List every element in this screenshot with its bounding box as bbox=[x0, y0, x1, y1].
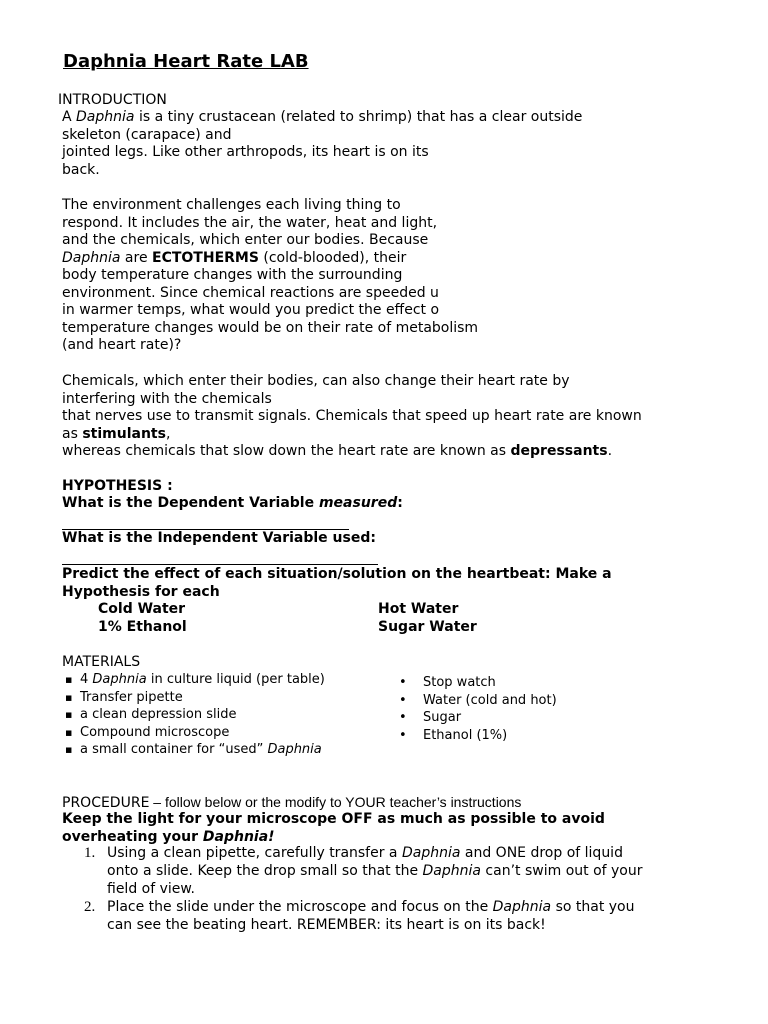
list-item: ▪ 4 Daphnia in culture liquid (per table) bbox=[63, 671, 325, 689]
intro-paragraph-3: Chemicals, which enter their bodies, can also change their heart rate by interfering with the chemicals that nerves use to transmit signals. Chemicals that speed up heart rate are known as stimulants, whereas chemicals that slow down the heart rate are known as depressants. bbox=[62, 373, 642, 459]
list-item: • Stop watch bbox=[397, 674, 557, 692]
materials-heading: MATERIALS bbox=[62, 654, 141, 670]
procedure-step-2: 2. Place the slide under the microscope and focus on the Daphnia so that you can see the beating heart. REMEMBER: its heart is on its back! bbox=[84, 899, 635, 933]
condition-hot-water: Hot Water bbox=[378, 601, 459, 617]
list-item: ▪ Transfer pipette bbox=[63, 689, 325, 707]
answer-line-independent[interactable] bbox=[62, 564, 378, 565]
predict-instructions: Predict the effect of each situation/solution on the heartbeat: Make a Hypothesis for each bbox=[62, 566, 612, 600]
procedure-steps bbox=[84, 844, 643, 934]
procedure-step-1: 1. Using a clean pipette, carefully transfer a Daphnia and ONE drop of liquid onto a slide. Keep the drop small so that the Daphnia can’t swim out of your field of view. bbox=[84, 845, 643, 897]
intro-paragraph-2: The environment challenges each living thing to respond. It includes the air, the water, heat and light, and the chemicals, which enter our bodies. Because Daphnia are ECTOTHERMS (cold-blooded), their body temperature changes with the surrounding environment. Since chemical reactions are speeded u in warmer temps, what would you predict the effect o temperature changes would be on their rate of metabolism (and heart rate)? bbox=[62, 197, 479, 353]
list-item: ▪ a clean depression slide bbox=[63, 706, 325, 724]
materials-list-left bbox=[63, 671, 325, 759]
intro-paragraph-1: A Daphnia is a tiny crustacean (related to shrimp) that has a clear outside skeleton (carapace) and jointed legs. Like other arthropods, its heart is on its back. bbox=[62, 109, 583, 178]
list-item: • Sugar bbox=[397, 709, 557, 727]
list-item: ▪ Compound microscope bbox=[63, 724, 325, 742]
page-title: Daphnia Heart Rate LAB bbox=[63, 51, 309, 72]
list-item: • Ethanol (1%) bbox=[397, 727, 557, 745]
condition-ethanol: 1% Ethanol bbox=[98, 619, 187, 635]
list-item: ▪ a small container for “used” Daphnia bbox=[63, 741, 325, 759]
light-warning: Keep the light for your microscope OFF as much as possible to avoid overheating your Daphnia! bbox=[62, 811, 605, 845]
list-item: • Water (cold and hot) bbox=[397, 692, 557, 710]
condition-cold-water: Cold Water bbox=[98, 601, 186, 617]
independent-variable-question: What is the Independent Variable used: bbox=[62, 530, 376, 546]
introduction-heading: INTRODUCTION bbox=[58, 92, 167, 108]
materials-list-right bbox=[397, 674, 557, 744]
procedure-heading: PROCEDURE – follow below or the modify to YOUR teacher’s instructions bbox=[62, 794, 522, 811]
dependent-variable-question: What is the Dependent Variable measured: bbox=[62, 495, 403, 511]
hypothesis-heading: HYPOTHESIS : bbox=[62, 478, 173, 494]
condition-sugar-water: Sugar Water bbox=[378, 619, 477, 635]
